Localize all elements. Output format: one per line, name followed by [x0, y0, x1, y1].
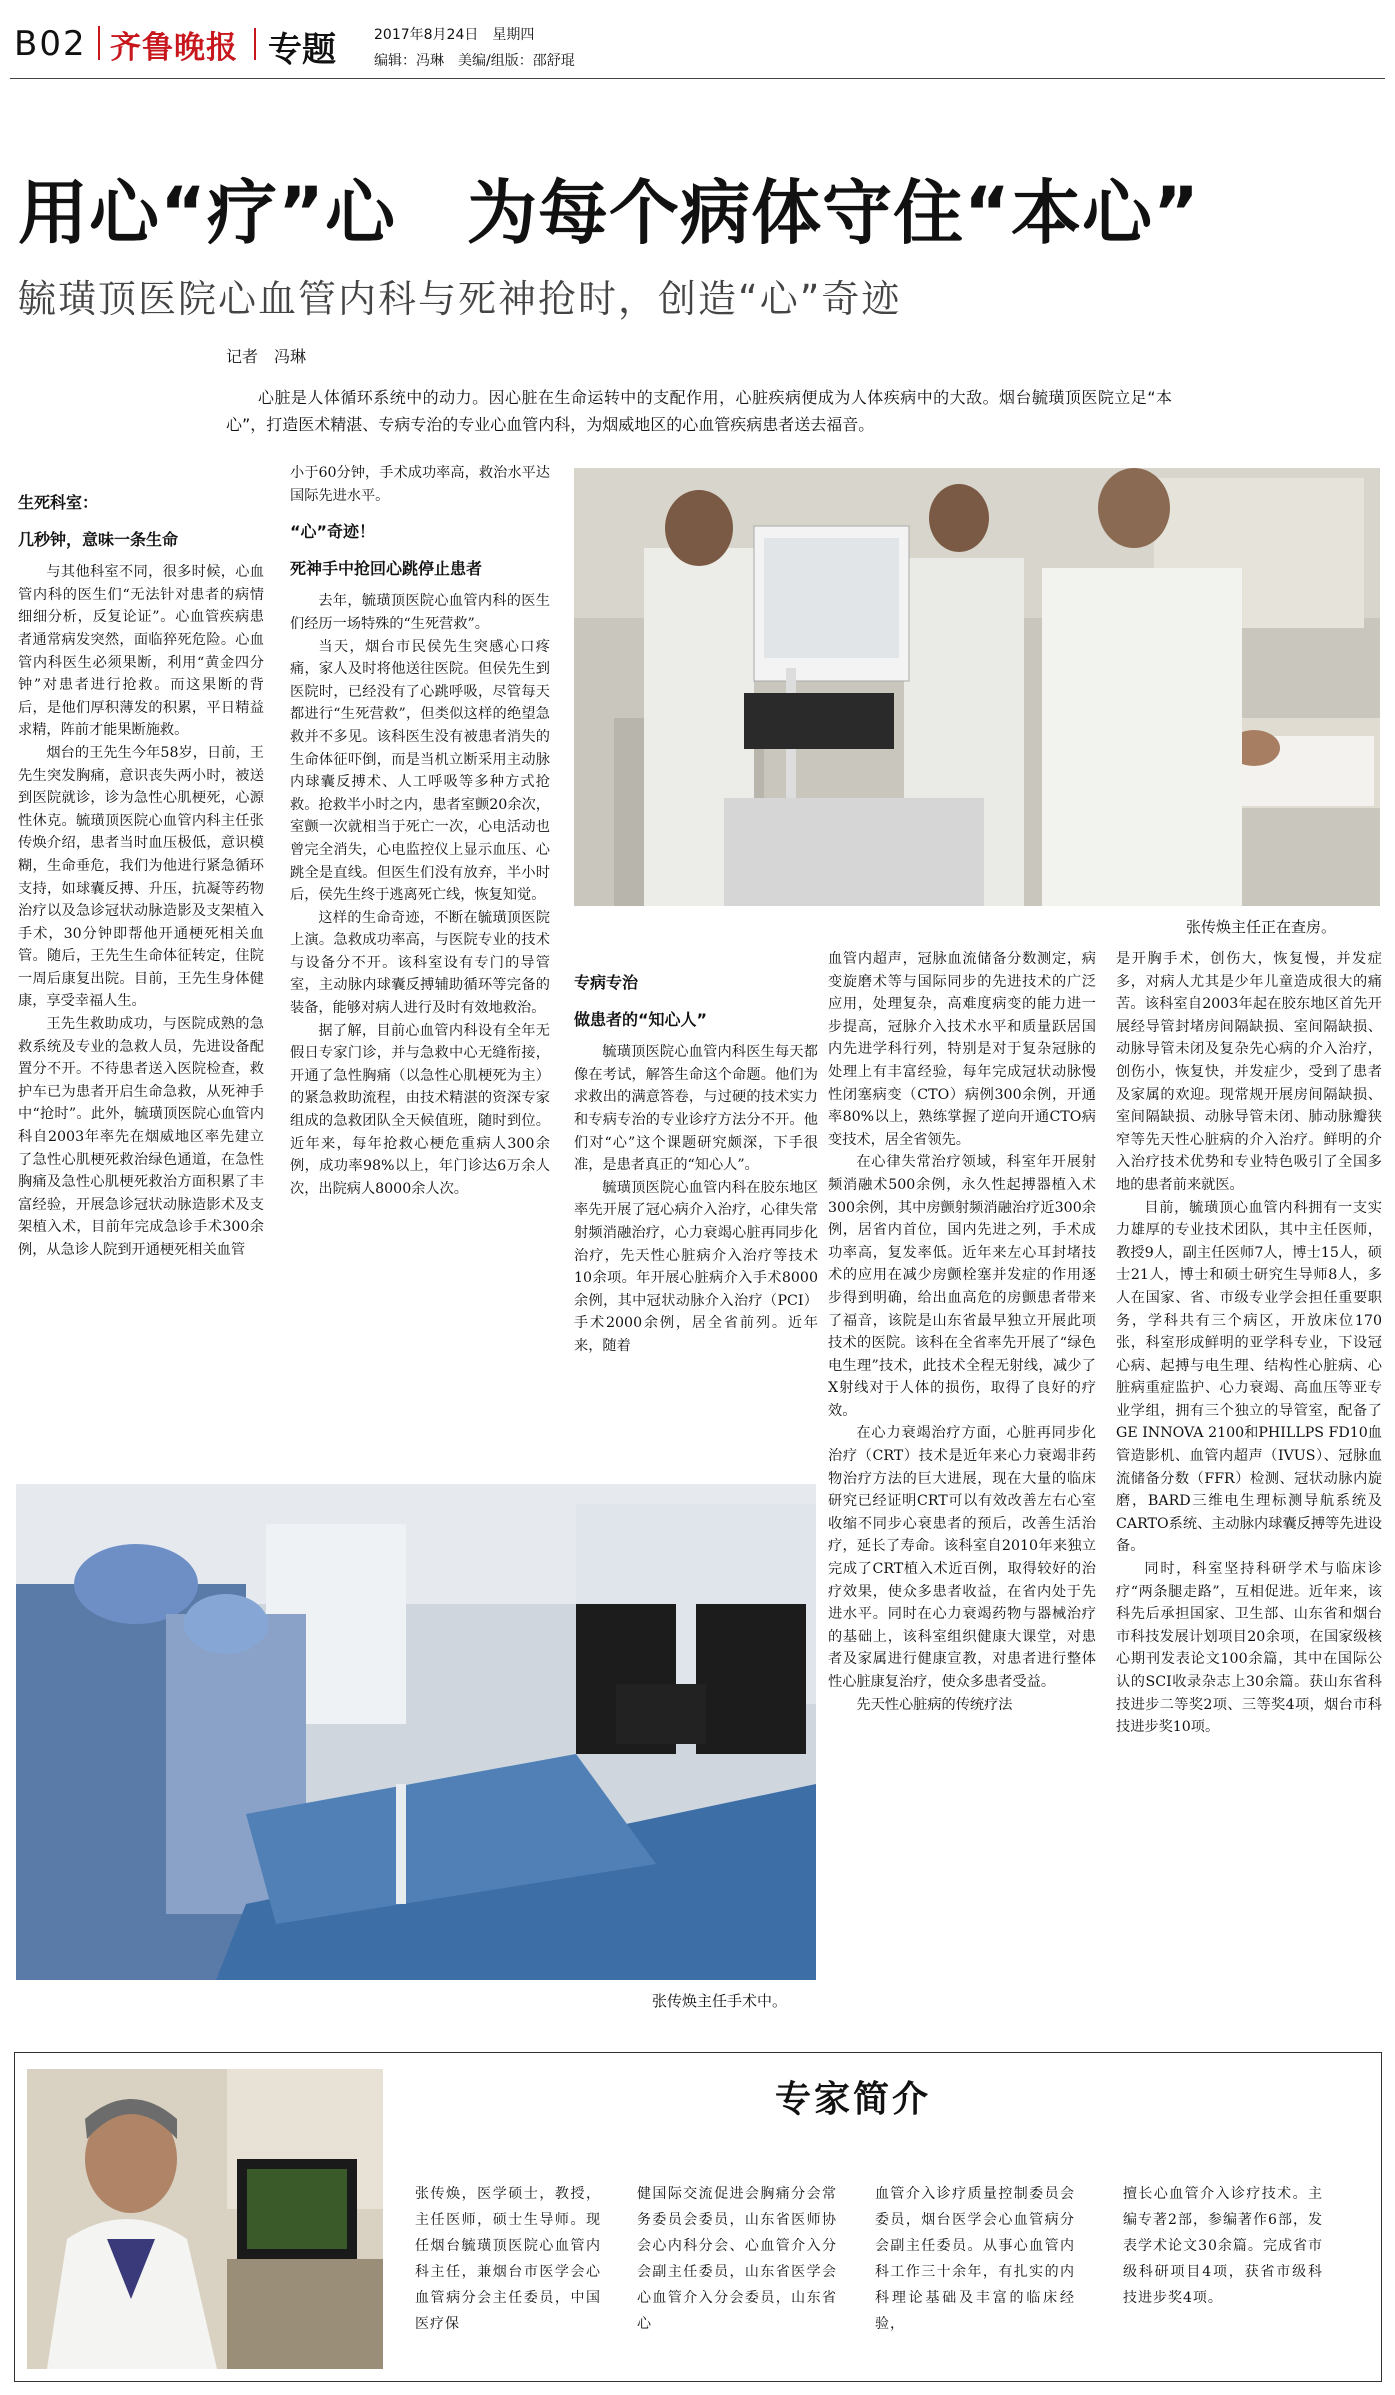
paragraph: 目前，毓璜顶心血管内科拥有一支实力雄厚的专业技术团队，其中主任医师，教授9人，副主任医师7人，博士15人，硕士21人，博士和硕士研究生导师8人，多人在国家、省、市级专业学会担任重要职务，学科共有三个病区，开放床位170张，科室形成鲜明的亚学科专业，下设冠心病、起搏与电生理、结构性心脏病、心脏病重症监护、心力衰竭、高血压等亚专业学组，拥有三个独立的导管室，配备了GE INNOVA 2100和PHILLPS FD10血管造影机、血管内超声（IVUS）、冠脉血流储备分数（FFR）检测、冠状动脉内旋磨，BARD三维电生理标测导航系统及CARTO系统、主动脉内球囊反搏等先进设备。	[1116, 1199, 1382, 1555]
column-1	[18, 478, 264, 1262]
section-subheading: 几秒钟，意味一条生命	[18, 529, 179, 549]
section-subheading: 做患者的“知心人”	[574, 1009, 708, 1029]
headline: 用心“疗”心 为每个病体守住“本心”	[18, 172, 1201, 254]
paragraph: 当天，烟台市民侯先生突感心口疼痛，家人及时将他送往医院。但侯先生到医院时，已经没有了心跳呼吸，尽管每天都进行“生死营救”，但类似这样的绝望急救并不多见。该科医生没有被患者消失的生命体征吓倒，而是当机立断采用主动脉内球囊反搏术、人工呼吸等多种方式抢救。抢救半小时之内，患者室颤20余次，室颤一次就相当于死亡一次，心电活动也曾完全消失，心电监控仪上显示血压、心跳全是直线。但医生们没有放弃，半小时后，侯先生终于逃离死亡线，恢复知觉。	[290, 638, 550, 904]
masthead-divider	[98, 26, 100, 60]
expert-bio-col1: 张传焕，医学硕士，教授，主任医师，硕士生导师。现任烟台毓璜顶医院心血管内科主任，兼烟台市医学会心血管病分会主任委员，中国医疗保	[415, 2186, 601, 2332]
paragraph: 这样的生命奇迹，不断在毓璜顶医院上演。急救成功率高，与医院专业的技术与设备分不开。该科室设有专门的导管室，主动脉内球囊反搏辅助循环等完备的装备，能够对病人进行及时有效地救治。	[290, 909, 550, 1017]
paper-logo: 齐鲁晚报	[110, 30, 238, 66]
surgery-photo	[16, 1484, 816, 1980]
expert-bio-col3: 血管介入诊疗质量控制委员会委员，烟台医学会心血管病分会副主任委员。从事心血管内科工作三十余年，有扎实的内科理论基础及丰富的临床经验，	[875, 2186, 1075, 2332]
paragraph: 王先生救助成功，与医院成熟的急救系统及专业的急救人员，先进设备配置分不开。不待患者送入医院检查，救护车已为患者开启生命急救，从死神手中“抢时”。此外，毓璜顶医院心血管内科自2003年率先在烟威地区率先建立了急性心肌梗死救治绿色通道，在急性胸痛及急性心肌梗死救治方面积累了丰富经验，开展急诊冠状动脉造影术及支架植入术，目前年完成急诊手术300余例，从急诊人院到开通梗死相关血管	[18, 1016, 264, 1258]
byline: 记者 冯琳	[226, 347, 307, 366]
section-subheading: 死神手中抢回心跳停止患者	[290, 558, 483, 578]
paragraph: 同时，科室坚持科研学术与临床诊疗“两条腿走路”，互相促进。近年来，该科先后承担国家、卫生部、山东省和烟台市科技发展计划项目20余项，在国家级核心期刊发表论文100余篇，其中在国际公认的SCI收录杂志上30余篇。获山东省科技进步二等奖2项、三等奖4项，烟台市科技进步奖10项。	[1116, 1561, 1382, 1736]
paragraph: 与其他科室不同，很多时候，心血管内科的医生们“无法针对患者的病情细细分析，反复论证”。心血管疾病患者通常病发突然，面临猝死危险。心血管内科医生必须果断，利用“黄金四分钟”对患者进行抢救。而这果断的背后，是他们厚积薄发的积累，平日精益求精，阵前才能果断施救。	[18, 564, 264, 739]
ward-round-photo	[574, 468, 1380, 906]
lead-paragraph: 心脏是人体循环系统中的动力。因心脏在生命运转中的支配作用，心脏疾病便成为人体疾病中的大敌。烟台毓璜顶医院立足“本心”，打造医术精湛、专病专治的专业心血管内科，为烟威地区的心血管疾病患者送去福音。	[226, 388, 1172, 434]
paragraph: 毓璜顶医院心血管内科医生每天都像在考试，解答生命这个命题。他们为求救出的满意答卷，与过硬的技术实力和专病专治的专业诊疗方法分不开。他们对“心”这个课题研究颇深，下手很准，是患者真正的“知心人”。	[574, 1044, 818, 1174]
paragraph: 先天性心脏病的传统疗法	[856, 1696, 1013, 1713]
paragraph: 去年，毓璜顶医院心血管内科的医生们经历一场特殊的“生死营救”。	[290, 593, 550, 632]
paragraph: 据了解，目前心血管内科设有全年无假日专家门诊，并与急救中心无缝衔接，开通了急性胸痛（以急性心肌梗死为主）的紧急救助流程，由技术精湛的资深专家组成的急救团队全天候值班，随时到位。近年来，每年抢救心梗危重病人300余例，成功率98%以上，年门诊达6万余人次，出院病人8000余人次。	[290, 1022, 550, 1197]
expert-bio-col4: 擅长心血管介入诊疗技术。主编专著2部，参编著作6部，发表学术论文30余篇。完成省市级科研项目4项，获省市级科技进步奖4项。	[1123, 2186, 1323, 2306]
subheadline: 毓璜顶医院心血管内科与死神抢时，创造“心”奇迹	[18, 277, 902, 321]
paragraph-continued: 血管内超声，冠脉血流储备分数测定，病变旋磨术等与国际同步的先进技术的广泛应用，处理复杂，高难度病变的能力进一步提高，冠脉介入技术水平和质量跃居国内先进学科行列，特别是对于复杂冠脉的处理上有丰富经验，每年完成冠状动脉慢性闭塞病变（CTO）病例300余例，开通率80%以上，熟练掌握了逆向开通CTO病变技术，居全省领先。	[828, 951, 1096, 1148]
column-3	[574, 958, 818, 1358]
expert-box	[14, 2052, 1382, 2382]
paragraph: 在心律失常治疗领域，科室年开展射频消融术500余例，永久性起搏器植入术300余例，其中房颤射频消融治疗近300余例，居省内首位，国内先进之列，手术成功率高，复发率低。近年来左心耳封堵技术的应用在减少房颤栓塞并发症的作用逐步得到明确，给出血高危的房颤患者带来了福音，该院是山东省最早独立开展此项技术的医院。该科在全省率先开展了“绿色电生理”技术，此技术全程无射线，减少了X射线对于人体的损伤，取得了良好的疗效。	[828, 1154, 1096, 1419]
masthead-divider-2	[254, 28, 256, 60]
page-number: B02	[14, 24, 87, 64]
top-photo-caption: 张传焕主任正在查房。	[1186, 918, 1337, 936]
issue-date: 2017年8月24日 星期四	[374, 27, 535, 43]
editor-credits: 编辑：冯琳 美编/组版：邵舒琨	[374, 53, 575, 69]
expert-portrait	[27, 2069, 383, 2369]
paragraph: 毓璜顶医院心血管内科在胶东地区率先开展了冠心病介入治疗，心律失常射频消融治疗，心力衰竭心脏再同步化治疗，先天性心脏病介入治疗等技术10余项。年开展心脏病介入手术8000余例，其中冠状动脉介入治疗（PCI）手术2000余例，居全省前列。近年来，随着	[574, 1179, 818, 1354]
paragraph: 在心力衰竭治疗方面，心脏再同步化治疗（CRT）技术是近年来心力衰竭非药物治疗方法的巨大进展，现在大量的临床研究已经证明CRT可以有效改善左右心室收缩不同步心衰患者的预后，改善生活治疗，延长了寿命。该科室自2010年来独立完成了CRT植入术近百例，取得较好的治疗效果，使众多患者收益，在省内处于先进水平。同时在心力衰竭药物与器械治疗的基础上，该科室组织健康大课堂，对患者及家属进行健康宣教，对患者进行整体性心脏康复治疗，使众多患者受益。	[828, 1425, 1096, 1690]
expert-heading: 专家简介	[775, 2079, 932, 2120]
expert-bio-col2: 健国际交流促进会胸痛分会常务委员会委员，山东省医师协会心内科分会、心血管介入分会副主任委员，山东省医学会心血管介入分会委员，山东省心	[637, 2186, 837, 2332]
column-2	[290, 462, 550, 1200]
column-5	[1116, 948, 1382, 1739]
paragraph-continued: 是开胸手术，创伤大，恢复慢，并发症多，对病人尤其是少年儿童造成很大的痛苦。该科室自2003年起在胶东地区首先开展经导管封堵房间隔缺损、室间隔缺损、动脉导管未闭及复杂先心病的介入治疗，创伤小，恢复快，并发症少，受到了患者及家属的欢迎。现常规开展房间隔缺损、室间隔缺损、动脉导管未闭、肺动脉瓣狭窄等先天性心脏病的介入治疗。鲜明的介入治疗技术优势和专业特色吸引了全国多地的患者前来就医。	[1116, 951, 1382, 1193]
column-4	[828, 948, 1096, 1716]
section-heading: “心”奇迹！	[290, 522, 376, 542]
paragraph-continued: 小于60分钟，手术成功率高，救治水平达国际先进水平。	[290, 465, 550, 504]
bottom-photo-caption: 张传焕主任手术中。	[652, 1992, 788, 2010]
section-heading: 专病专治	[574, 973, 639, 992]
section-heading: 生死科室：	[18, 493, 99, 512]
header-rule	[10, 78, 1385, 79]
paragraph: 烟台的王先生今年58岁，日前，王先生突发胸痛，意识丧失两小时，被送到医院就诊，诊为急性心肌梗死，心源性休克。毓璜顶医院心血管内科主任张传焕介绍，患者当时血压极低，意识模糊，生命垂危，我们为他进行紧急循环支持，如球囊反搏、升压，抗凝等药物治疗以及急诊冠状动脉造影及支架植入手术，30分钟即帮他开通梗死相关血管。随后，王先生生命体征转定，住院一周后康复出院。目前，王先生身体健康，享受幸福人生。	[18, 744, 264, 1010]
section-title: 专题	[268, 30, 336, 70]
